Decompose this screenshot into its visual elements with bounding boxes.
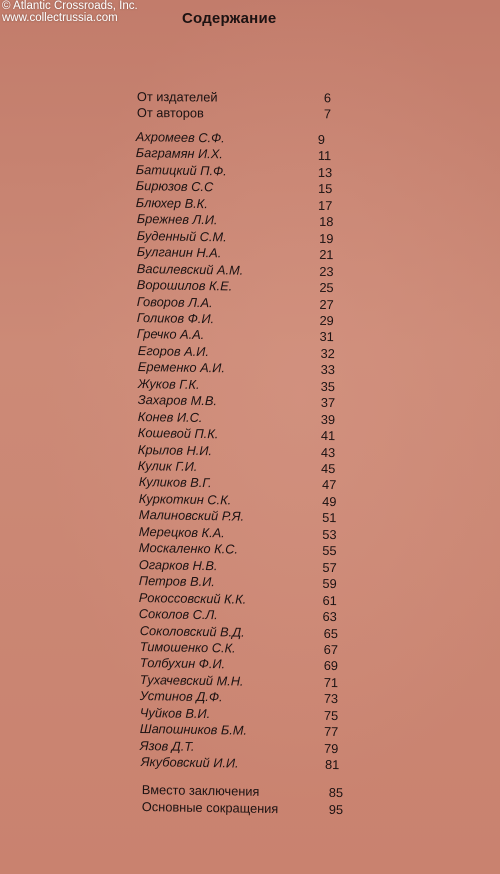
toc-entry-page: 27: [319, 296, 334, 312]
toc-entry-page: 39: [320, 411, 336, 427]
toc-entry-page: 65: [323, 625, 338, 641]
toc-entry-page: 19: [318, 230, 334, 246]
toc-entry-page: 9: [317, 131, 326, 147]
toc-entry-name: Говоров Л.А.: [136, 293, 213, 310]
toc-entry-page: 77: [324, 724, 339, 740]
toc-entry-name: Гречко А.А.: [137, 326, 205, 343]
toc-entry-name: Крылов Н.И.: [138, 441, 213, 458]
toc-entry-name: Ворошилов К.Е.: [136, 277, 233, 294]
toc-entry-page: 79: [324, 740, 339, 756]
toc-entry-name: Куркоткин С.К.: [138, 490, 232, 508]
toc-entry-name: Буденный С.М.: [136, 227, 227, 245]
toc-entry-page: 17: [318, 197, 333, 213]
toc-entry-name: Петров В.И.: [138, 573, 216, 590]
toc-entry-page: 81: [324, 756, 340, 773]
toc-entry-page: 85: [328, 784, 344, 801]
toc-entry-page: 35: [320, 378, 335, 394]
toc-entry-page: 33: [320, 362, 335, 378]
toc-entry-page: 69: [323, 658, 338, 674]
toc-entry-name: Малиновский Р.Я.: [138, 507, 245, 524]
toc-entry-name: Москаленко К.С.: [138, 540, 239, 557]
toc-entry-name: Язов Д.Т.: [140, 737, 196, 754]
toc-entry-name: Конев И.С.: [137, 408, 203, 425]
watermark-line-1: © Atlantic Crossroads, Inc.: [2, 0, 138, 12]
toc-entry-name: Еременко А.И.: [137, 359, 225, 376]
toc-entry-name: Брежнев Л.И.: [136, 211, 218, 228]
toc-entry-name: Якубовский И.И.: [140, 754, 239, 771]
toc-entry-name: Булганин Н.А.: [136, 244, 222, 261]
toc-entry-page: 49: [321, 493, 337, 509]
toc-entry-page: 59: [322, 576, 338, 592]
toc-entry-name: Рокоссовский К.К.: [139, 589, 247, 607]
toc-entry-page: 6: [323, 90, 332, 106]
toc-entry-name: От издателей: [136, 89, 218, 105]
toc-entry-page: 25: [319, 279, 334, 296]
toc-entry-name: Батицкий П.Ф.: [135, 161, 228, 179]
toc-entry-name: Бирюзов С.С: [136, 178, 214, 195]
toc-entry-name: Баграмян И.Х.: [135, 145, 224, 162]
toc-entry-name: Тухачевский М.Н.: [139, 671, 244, 689]
toc-entry-page: 31: [319, 329, 335, 345]
toc-entry-page: 75: [324, 707, 339, 723]
toc-entry-name: Толбухин Ф.И.: [139, 655, 226, 672]
toc-entry-name: Шапошников Б.М.: [140, 721, 248, 738]
toc-entry-page: 37: [320, 395, 336, 411]
toc-entry-name: Вместо заключения: [141, 782, 260, 799]
watermark-line-2: www.collectrussia.com: [2, 12, 118, 24]
toc-entry-page: 45: [321, 460, 336, 477]
toc-entry-name: Чуйков В.И.: [139, 704, 211, 721]
toc-entry-page: 18: [318, 214, 334, 230]
toc-entry-page: 55: [322, 543, 337, 559]
toc-entry-name: Огарков Н.В.: [138, 556, 218, 573]
toc-entry-page: 47: [321, 477, 336, 493]
toc-entry-name: Егоров А.И.: [137, 342, 209, 359]
toc-entry-name: Ахромеев С.Ф.: [135, 129, 225, 146]
toc-entry-page: 7: [323, 106, 332, 122]
toc-entry-name: Кулик Г.И.: [138, 458, 198, 474]
toc-entry-page: 73: [323, 691, 339, 707]
toc-entry-page: 29: [319, 312, 335, 329]
toc-entry-name: Куликов В.Г.: [138, 474, 212, 491]
toc-entry-page: 63: [322, 608, 338, 625]
toc-entry-name: Василевский А.М.: [136, 260, 244, 278]
toc-entry-name: От авторов: [136, 105, 204, 121]
toc-entry-page: 23: [319, 263, 334, 279]
toc-entry-name: Жуков Г.К.: [137, 375, 200, 392]
toc-entry-name: Кошевой П.К.: [137, 425, 219, 442]
toc-entry-page: 53: [322, 526, 337, 542]
toc-entry-page: 11: [317, 148, 332, 164]
toc-entry-page: 32: [320, 345, 335, 361]
toc-entry-name: Мерецков К.А.: [138, 523, 225, 541]
toc-entry-page: 13: [318, 164, 333, 180]
toc-entry-page: 67: [323, 641, 338, 658]
toc-entry-page: 51: [321, 510, 337, 526]
toc-entry-page: 41: [320, 427, 336, 444]
toc-entry-name: Тимошенко С.К.: [139, 638, 236, 656]
toc-entry-name: Устинов Д.Ф.: [139, 688, 223, 705]
toc-entry-page: 57: [322, 559, 337, 575]
page-title: Содержание: [182, 10, 277, 27]
toc-entry-page: 61: [322, 592, 338, 608]
toc-entry-page: 71: [323, 674, 339, 690]
toc-entry-name: Соколовский В.Д.: [139, 622, 245, 640]
toc-entry-name: Голиков Ф.И.: [137, 309, 215, 327]
toc-entry-name: Блюхер В.К.: [136, 194, 209, 211]
toc-entry-name: Основные сокращения: [141, 799, 279, 817]
toc-entry-name: Соколов С.Л.: [139, 606, 219, 623]
toc-entry-page: 43: [321, 444, 336, 460]
toc-entry-page: 15: [318, 181, 333, 197]
toc-entry-name: Захаров М.В.: [137, 392, 218, 409]
toc-entry-page: 21: [318, 247, 334, 263]
toc-entry-page: 95: [328, 801, 344, 818]
